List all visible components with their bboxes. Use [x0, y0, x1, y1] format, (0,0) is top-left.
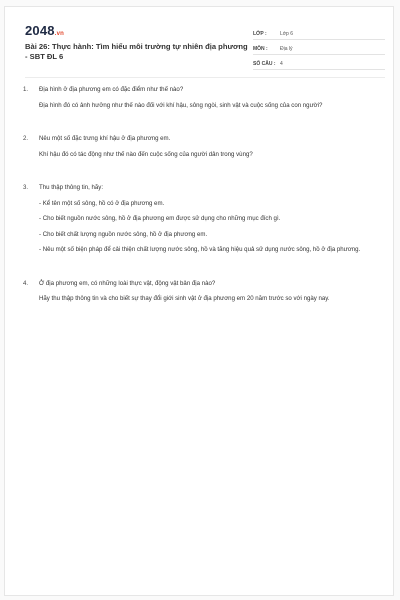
meta-value: Địa lý: [280, 46, 293, 52]
logo-text: 2048: [25, 23, 55, 38]
meta-key: MÔN :: [253, 46, 268, 52]
page-title: Bài 26: Thực hành: Tìm hiểu môi trường tự nhiên địa phương - SBT ĐL 6: [25, 42, 248, 61]
question-item: [23, 279, 373, 310]
logo-suffix: .vn: [54, 31, 65, 37]
question-list: [23, 85, 373, 328]
question-body: [39, 279, 373, 310]
question-line: - Kể tên một số sông, hồ có ở địa phương em.: [39, 199, 165, 207]
question-line: Ở địa phương em, có những loài thực vật, động vật bản địa nào?: [39, 279, 216, 287]
question-item: [23, 85, 373, 116]
question-line: - Nêu một số biện pháp để cải thiện chất lượng nước sông, hồ và tăng hiệu quả sử dụng nước sông, hồ ở địa phương.: [39, 246, 361, 253]
question-line: Hãy thu thập thông tin và cho biết sự thay đổi giới sinh vật ở địa phương em 20 năm trước so với ngày nay.: [39, 295, 330, 302]
meta-key: SỐ CÂU :: [253, 61, 276, 67]
meta-row-subject: [253, 40, 385, 55]
header-divider: [25, 77, 385, 78]
question-item: [23, 134, 373, 165]
question-line: Địa hình ở địa phương em có đặc điểm như thế nào?: [39, 86, 184, 93]
meta-key: LỚP :: [253, 31, 267, 37]
question-number: 3.: [23, 184, 29, 191]
site-logo[interactable]: [25, 23, 64, 38]
question-body: [39, 134, 373, 165]
meta-value: Lớp 6: [280, 31, 294, 37]
question-line: - Cho biết chất lượng nguồn nước sông, hồ ở địa phương em.: [39, 230, 208, 238]
document-header: [25, 17, 385, 77]
meta-row-grade: [253, 25, 385, 40]
document-page: [4, 6, 394, 596]
question-item: [23, 183, 373, 261]
question-line: Khí hậu đó có tác động như thế nào đến cuộc sống của người dân trong vùng?: [39, 150, 253, 158]
question-number: 1.: [23, 86, 29, 93]
question-line: - Cho biết nguồn nước sông, hồ ở địa phương em được sử dụng cho những mục đích gì.: [39, 215, 281, 222]
meta-value: 4: [280, 61, 283, 67]
question-line: Thu thập thông tin, hãy:: [39, 184, 104, 191]
question-line: Địa hình đó có ảnh hưởng như thế nào đối với khí hậu, sông ngòi, sinh vật và cuộc sống của con người?: [39, 101, 323, 109]
meta-row-count: [253, 55, 385, 70]
question-number: 2.: [23, 135, 29, 142]
meta-panel: [253, 25, 385, 70]
question-number: 4.: [23, 279, 29, 287]
question-line: Nêu một số đặc trưng khí hậu ở địa phương em.: [39, 135, 171, 142]
question-body: [39, 85, 373, 116]
question-body: [39, 183, 373, 261]
